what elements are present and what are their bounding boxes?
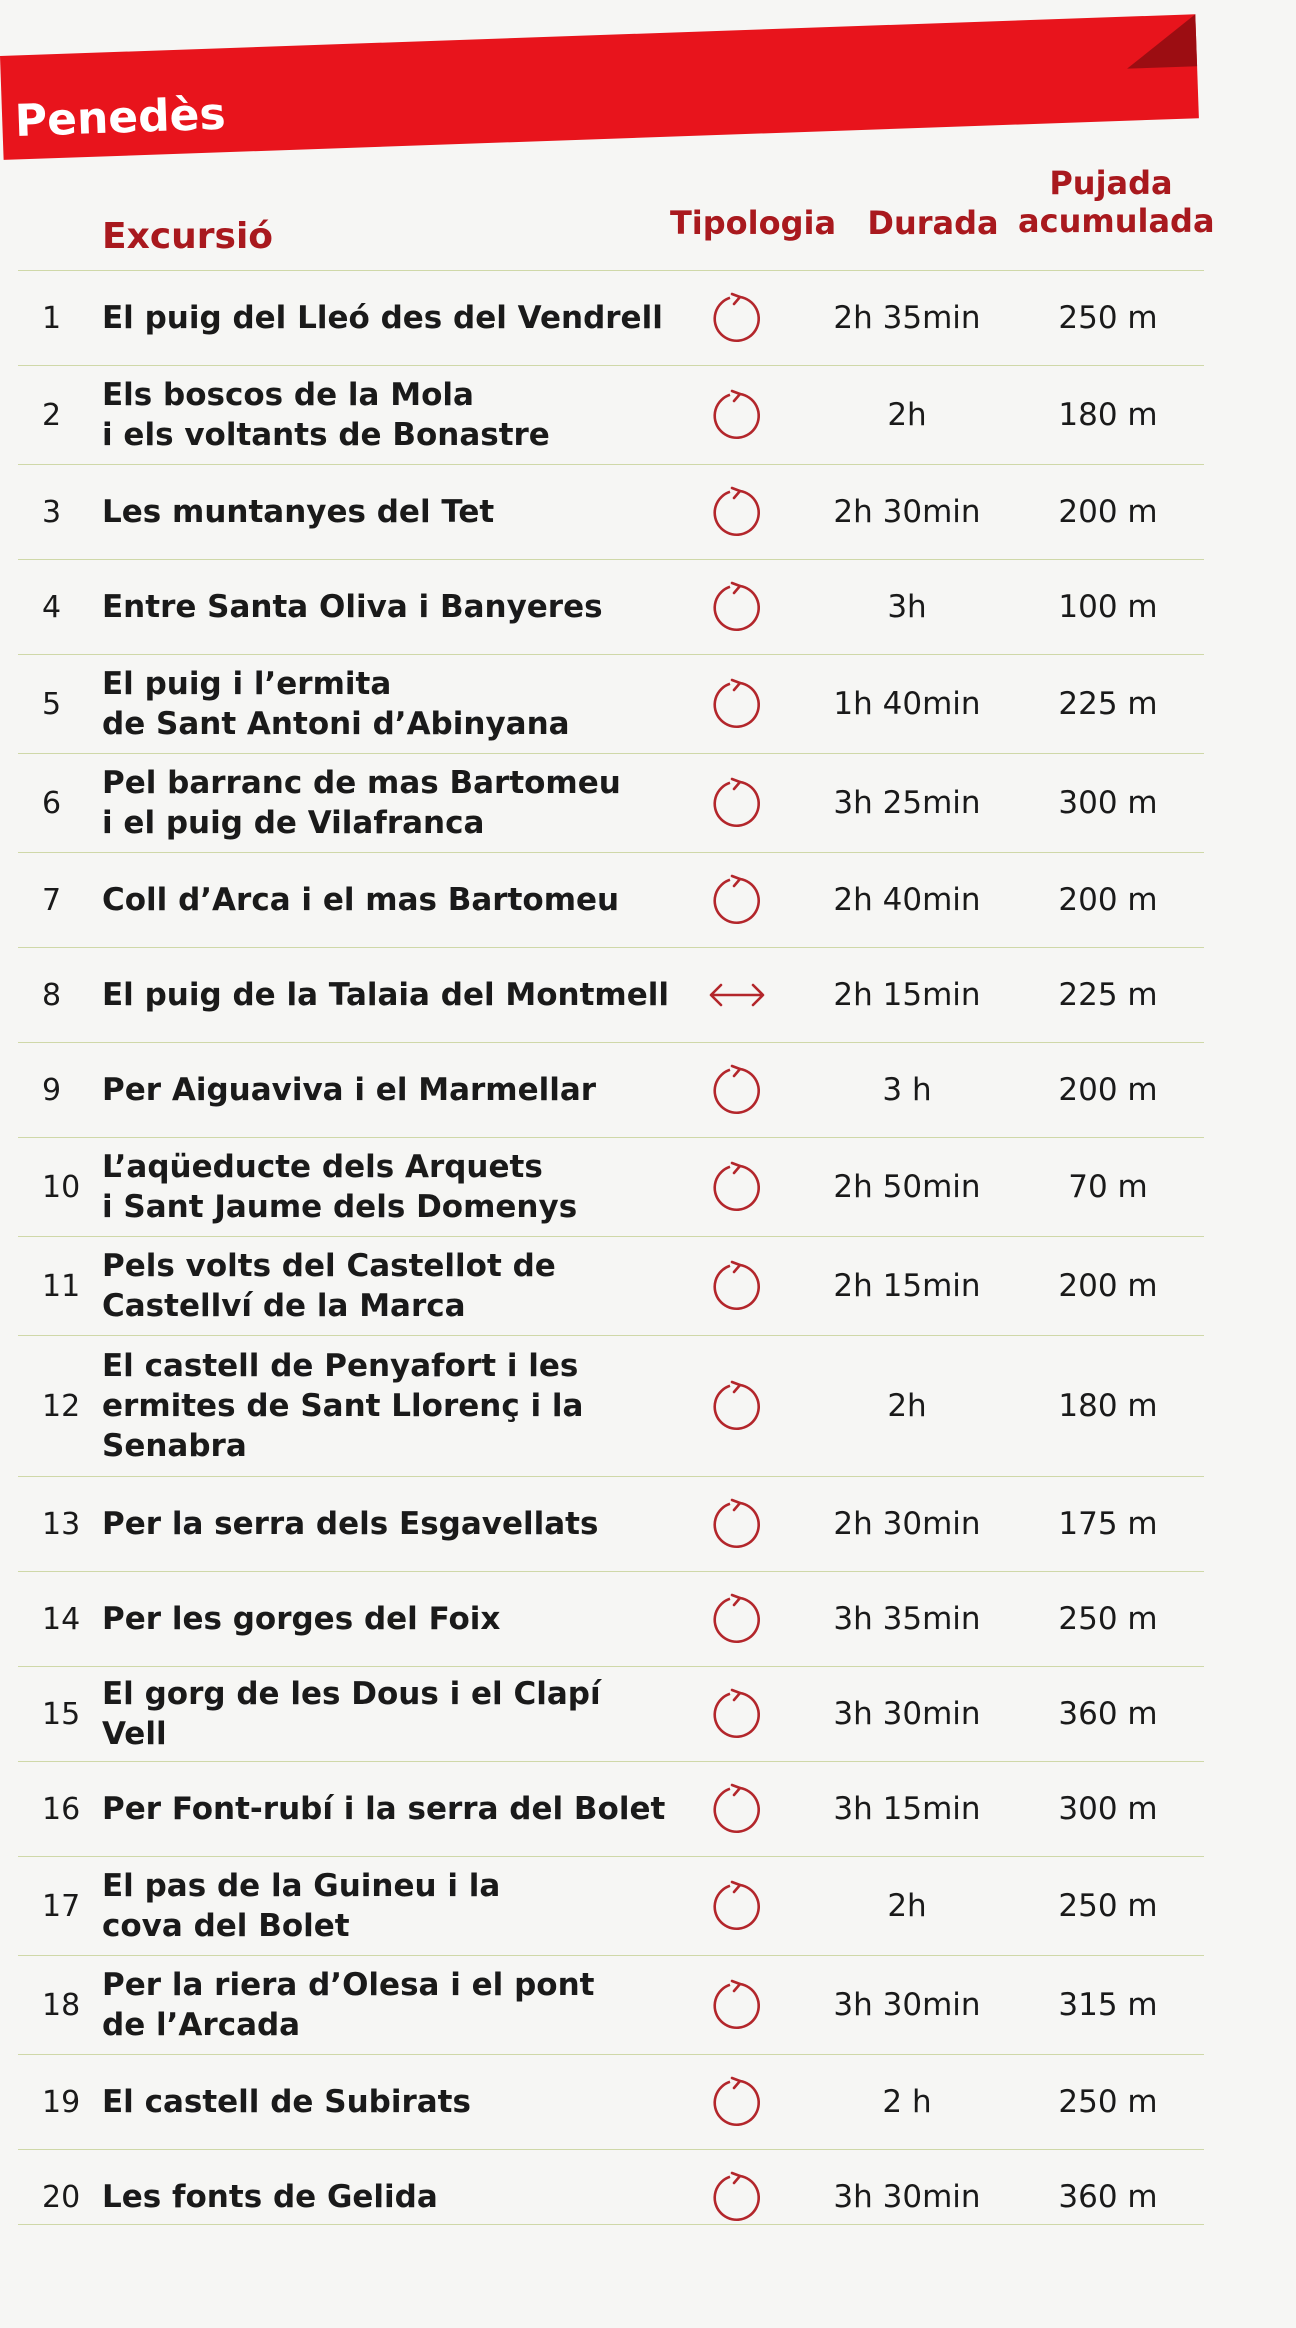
row-name: Per les gorges del Foix [102,1601,501,1637]
row-tipologia [672,2075,802,2129]
row-tipologia [672,580,802,634]
row-pujada: 180 m [1058,1388,1158,1424]
row-durada: 3h 25min [833,785,981,821]
row-durada: 2h 15min [833,1268,981,1304]
row-number: 12 [42,1388,81,1424]
row-name: El pas de la Guineu i la cova del Bolet [102,1868,501,1944]
table-row [18,365,1204,464]
row-durada: 2h [887,397,927,433]
row-number: 16 [42,1791,81,1827]
row-pujada: 225 m [1058,686,1158,722]
row-tipologia [672,776,802,830]
row-tipologia [672,1879,802,1933]
table-row [18,1042,1204,1137]
loop-icon [710,1497,764,1551]
header-durada: Durada [867,204,999,242]
row-durada: 3h [887,589,927,625]
row-number: 9 [42,1072,62,1108]
table-row [18,559,1204,654]
table-row [18,1571,1204,1666]
row-tipologia [672,291,802,345]
row-tipologia [672,1259,802,1313]
row-durada: 2h 30min [833,494,981,530]
row-tipologia [672,677,802,731]
row-name: El puig del Lleó des del Vendrell [102,300,663,336]
row-durada: 2h [887,1888,927,1924]
table-row [18,1236,1204,1335]
row-tipologia [672,1160,802,1214]
loop-icon [710,1063,764,1117]
table-row [18,1856,1204,1955]
row-name: Les fonts de Gelida [102,2179,438,2215]
table-row [18,1335,1204,1476]
row-durada: 2h 30min [833,1506,981,1542]
banner-fold [1125,14,1197,68]
loop-icon [710,873,764,927]
loop-icon [710,1160,764,1214]
row-name: Per Aiguaviva i el Marmellar [102,1072,597,1108]
row-tipologia [672,1379,802,1433]
row-pujada: 360 m [1058,1696,1158,1732]
row-tipologia [672,485,802,539]
row-tipologia [672,873,802,927]
row-name: Pels volts del Castellot de Castellví de la Marca [102,1248,556,1324]
row-pujada: 250 m [1058,300,1158,336]
row-pujada: 100 m [1058,589,1158,625]
loop-icon [710,1259,764,1313]
row-durada: 3h 15min [833,1791,981,1827]
loop-icon [710,1592,764,1646]
row-pujada: 180 m [1058,397,1158,433]
row-pujada: 300 m [1058,1791,1158,1827]
row-name: Coll d’Arca i el mas Bartomeu [102,882,620,918]
row-durada: 2h 50min [833,1169,981,1205]
round-trip-icon [707,978,767,1012]
row-name: Els boscos de la Mola i els voltants de Bonastre [102,377,550,453]
row-name: Per Font-rubí i la serra del Bolet [102,1791,666,1827]
table-row [18,852,1204,947]
row-durada: 2h 40min [833,882,981,918]
row-pujada: 315 m [1058,1987,1158,2023]
row-name: Entre Santa Oliva i Banyeres [102,589,603,625]
row-durada: 2h 35min [833,300,981,336]
table-header [18,160,1215,270]
loop-icon [710,1687,764,1741]
table-row [18,1666,1204,1761]
row-pujada: 200 m [1058,882,1158,918]
row-number: 7 [42,882,62,918]
row-tipologia [672,1687,802,1741]
row-pujada: 200 m [1058,494,1158,530]
row-name: Per la riera d’Olesa i el pont de l’Arcada [102,1967,595,2043]
row-name: L’aqüeducte dels Arquets i Sant Jaume dels Domenys [102,1149,578,1225]
loop-icon [710,1879,764,1933]
row-pujada: 175 m [1058,1506,1158,1542]
row-number: 14 [42,1601,81,1637]
excursions-table [18,160,1215,2244]
loop-icon [710,1379,764,1433]
row-number: 13 [42,1506,81,1542]
row-pujada: 300 m [1058,785,1158,821]
row-durada: 1h 40min [833,686,981,722]
row-durada: 2h [887,1388,927,1424]
loop-icon [710,2170,764,2224]
row-number: 18 [42,1987,81,2023]
loop-icon [710,388,764,442]
table-row [18,1137,1204,1236]
table-row [18,2054,1204,2149]
loop-icon [710,1978,764,2032]
loop-icon [710,677,764,731]
row-durada: 3h 35min [833,1601,981,1637]
row-number: 17 [42,1888,81,1924]
row-name: El castell de Penyafort i les ermites de Sant Llorenç i la Senabra [102,1348,584,1464]
row-name: El gorg de les Dous i el Clapí Vell [102,1676,601,1752]
table-row [18,654,1204,753]
header-tipologia: Tipologia [669,204,837,242]
row-durada: 2 h [882,2084,932,2120]
row-number: 20 [42,2179,81,2215]
row-name: Per la serra dels Esgavellats [102,1506,599,1542]
region-title: Penedès [14,88,227,147]
table-row [18,464,1204,559]
row-tipologia [672,1592,802,1646]
row-tipologia [672,1978,802,2032]
header-excursio: Excursió [102,216,274,257]
loop-icon [710,1782,764,1836]
row-pujada: 225 m [1058,977,1158,1013]
row-name: El puig i l’ermita de Sant Antoni d’Abinyana [102,666,570,742]
row-pujada: 200 m [1058,1268,1158,1304]
row-number: 5 [42,686,62,722]
row-tipologia [672,2170,802,2224]
row-pujada: 250 m [1058,2084,1158,2120]
row-name: El puig de la Talaia del Montmell [102,977,670,1013]
table-row [18,2149,1204,2244]
row-number: 6 [42,785,62,821]
table-row [18,1476,1204,1571]
row-durada: 3h 30min [833,2179,981,2215]
row-tipologia [672,388,802,442]
row-number: 19 [42,2084,81,2120]
row-pujada: 200 m [1058,1072,1158,1108]
row-pujada: 360 m [1058,2179,1158,2215]
row-number: 2 [42,397,62,433]
row-durada: 3h 30min [833,1696,981,1732]
row-name: Pel barranc de mas Bartomeu i el puig de Vilafranca [102,765,621,841]
table-row [18,947,1204,1042]
row-tipologia [672,1497,802,1551]
row-tipologia [672,1782,802,1836]
row-durada: 3h 30min [833,1987,981,2023]
table-row [18,1761,1204,1856]
table-row [18,753,1204,852]
table-bottom-divider [18,2224,1204,2225]
table-row [18,1955,1204,2054]
row-number: 8 [42,977,62,1013]
loop-icon [710,2075,764,2129]
row-durada: 2h 15min [833,977,981,1013]
loop-icon [710,291,764,345]
row-number: 4 [42,589,62,625]
row-durada: 3 h [882,1072,932,1108]
row-name: El castell de Subirats [102,2084,471,2120]
loop-icon [710,776,764,830]
row-number: 10 [42,1169,81,1205]
loop-icon [710,485,764,539]
row-pujada: 70 m [1068,1169,1148,1205]
header-pujada: Pujada acumulada [1018,164,1215,240]
row-number: 15 [42,1696,81,1732]
row-number: 3 [42,494,62,530]
row-pujada: 250 m [1058,1888,1158,1924]
row-tipologia [672,978,802,1012]
table-row [18,270,1204,365]
table-body [18,270,1204,2244]
row-number: 1 [42,300,62,336]
row-tipologia [672,1063,802,1117]
row-name: Les muntanyes del Tet [102,494,495,530]
row-pujada: 250 m [1058,1601,1158,1637]
loop-icon [710,580,764,634]
row-number: 11 [42,1268,81,1304]
